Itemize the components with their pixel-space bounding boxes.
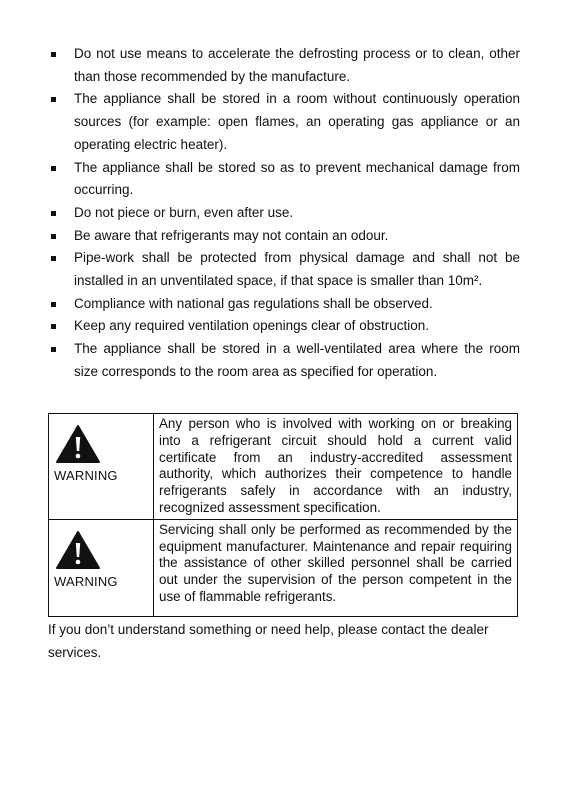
bullet-text: Do not use means to accelerate the defrosting process or to clean, other than those recommended by the manufacture.	[74, 46, 520, 84]
square-bullet-icon	[51, 302, 56, 307]
warning-icon-cell	[49, 519, 154, 616]
square-bullet-icon	[51, 324, 56, 329]
bullet-text: Do not piece or burn, even after use.	[74, 204, 294, 220]
warning-text-cell	[154, 519, 518, 616]
safety-bullet-list	[48, 43, 520, 384]
bullet-text: The appliance shall be stored in a room without continuously operation sources (for example: open flames, an operating gas appliance or an operating electric heater).	[74, 91, 520, 152]
warning-label: WARNING	[54, 573, 118, 589]
bullet-text: The appliance shall be stored in a well-ventilated area where the room size corresponds to the room area as specified for operation.	[74, 341, 520, 379]
square-bullet-icon	[51, 211, 56, 216]
bullet-item	[48, 225, 520, 248]
bullet-item	[48, 315, 520, 338]
warning-icon-cell	[49, 414, 154, 520]
warning-text: Servicing shall only be performed as recommended by the equipment manufacturer. Maintenance and repair requiring the assistance of other skilled personnel shall be carried out under the supervision of the person competent in the use of flammable refrigerants.	[159, 521, 512, 604]
warning-text-cell	[154, 414, 518, 520]
square-bullet-icon	[51, 256, 56, 261]
square-bullet-icon	[51, 234, 56, 239]
bullet-item	[48, 43, 520, 88]
warning-row	[49, 414, 518, 520]
bullet-item	[48, 88, 520, 156]
square-bullet-icon	[51, 166, 56, 171]
warning-row	[49, 519, 518, 616]
square-bullet-icon	[51, 52, 56, 57]
bullet-item	[48, 202, 520, 225]
bullet-text: Keep any required ventilation openings clear of obstruction.	[74, 318, 429, 334]
warning-text: Any person who is involved with working on or breaking into a refrigerant circuit should hold a current valid certificate from an industry-accredited assessment authority, which authorizes their competence to handle refrigerants safely in accordance with an industry, recognized assessment specification.	[159, 416, 512, 515]
square-bullet-icon	[51, 347, 56, 352]
bullet-item	[48, 338, 520, 383]
warning-triangle-icon	[55, 424, 101, 464]
square-bullet-icon	[51, 97, 56, 102]
bullet-item	[48, 247, 520, 292]
warning-label: WARNING	[54, 468, 118, 483]
bullet-item	[48, 293, 520, 316]
bullet-text: Compliance with national gas regulations shall be observed.	[74, 295, 433, 311]
bullet-text: Be aware that refrigerants may not contain an odour.	[74, 227, 389, 243]
bullet-item	[48, 157, 520, 202]
bullet-text: Pipe-work shall be protected from physical damage and shall not be installed in an unventilated space, if that space is smaller than 10m².	[74, 250, 520, 289]
warning-triangle-icon	[55, 530, 101, 570]
warning-table	[48, 413, 518, 617]
help-contact-text: If you don’t understand something or need help, please contact the dealer services.	[48, 622, 489, 660]
bullet-text: The appliance shall be stored so as to prevent mechanical damage from occurring.	[74, 159, 520, 198]
